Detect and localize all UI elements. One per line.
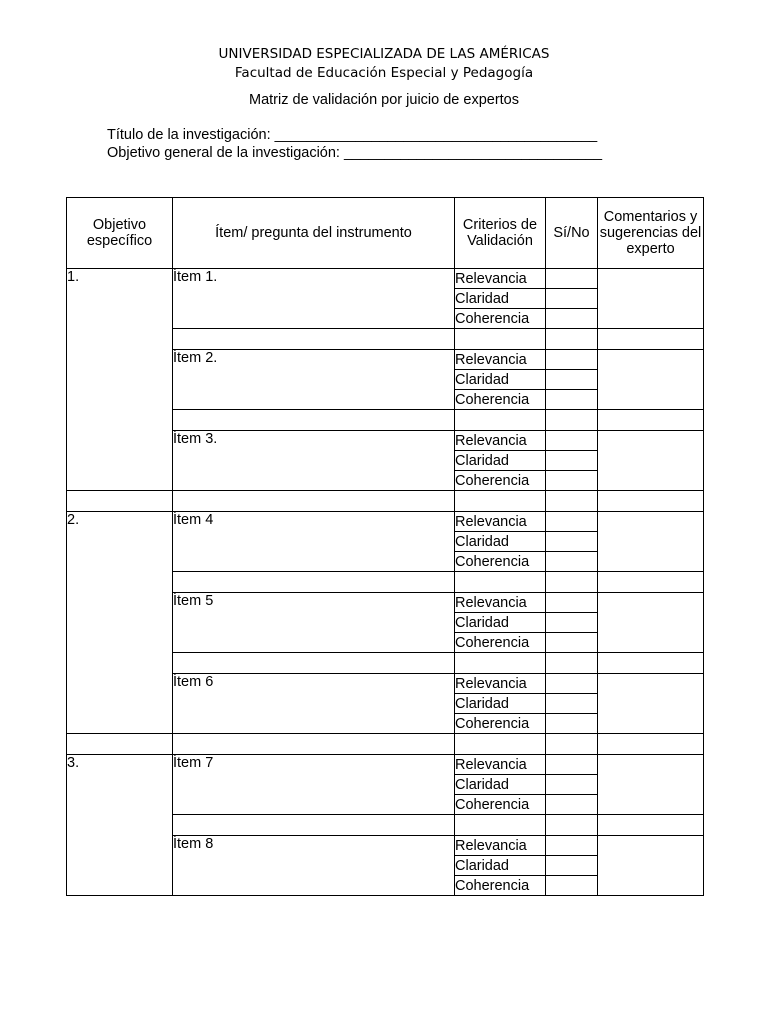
item-label: Ítem 6 [173,674,455,734]
empty-cell [598,653,704,674]
header-criteria: Criterios de Validación [455,198,546,269]
yes-no-cell[interactable] [546,269,598,289]
header-objective: Objetivo específico [67,198,173,269]
yes-no-cell[interactable] [546,714,598,734]
yes-no-cell[interactable] [546,613,598,633]
empty-cell [598,491,704,512]
empty-cell [546,653,598,674]
document-title: Matriz de validación por juicio de expertos [249,92,519,108]
empty-cell [67,734,173,755]
item-label: Ítem 2. [173,350,455,410]
empty-cell [455,572,546,593]
comments-cell[interactable] [598,836,704,896]
criterion-label: Coherencia [455,795,546,815]
faculty-name: Facultad de Educación Especial y Pedagogía [234,65,534,81]
criterion-label: Coherencia [455,633,546,653]
empty-cell [598,734,704,755]
table-row [67,512,704,532]
criterion-label: Relevancia [455,674,546,694]
empty-cell [173,572,455,593]
empty-cell [455,410,546,431]
research-title-field[interactable]: Título de la investigación: ________________________________________ [107,127,598,143]
header-comments: Comentarios y sugerencias del experto [598,198,704,269]
criterion-label: Relevancia [455,593,546,613]
empty-cell [546,815,598,836]
criterion-label: Claridad [455,775,546,795]
yes-no-cell[interactable] [546,451,598,471]
yes-no-cell[interactable] [546,836,598,856]
yes-no-cell[interactable] [546,350,598,370]
comments-cell[interactable] [598,674,704,734]
table-row [67,269,704,289]
empty-cell [455,491,546,512]
empty-cell [546,410,598,431]
item-label: Ítem 5 [173,593,455,653]
yes-no-cell[interactable] [546,633,598,653]
empty-cell [598,329,704,350]
yes-no-cell[interactable] [546,390,598,410]
item-label: Ítem 8 [173,836,455,896]
empty-cell [546,491,598,512]
yes-no-cell[interactable] [546,876,598,896]
comments-cell[interactable] [598,350,704,410]
yes-no-cell[interactable] [546,532,598,552]
yes-no-cell[interactable] [546,431,598,451]
empty-cell [546,329,598,350]
empty-cell [173,815,455,836]
comments-cell[interactable] [598,755,704,815]
criterion-label: Coherencia [455,471,546,491]
objective-label: 1. [67,269,173,491]
item-label: Ítem 3. [173,431,455,491]
criterion-label: Claridad [455,289,546,309]
criterion-label: Claridad [455,694,546,714]
empty-cell [546,734,598,755]
yes-no-cell[interactable] [546,856,598,876]
objective-label: 3. [67,755,173,896]
comments-cell[interactable] [598,593,704,653]
yes-no-cell[interactable] [546,593,598,613]
yes-no-cell[interactable] [546,755,598,775]
criterion-label: Relevancia [455,755,546,775]
criterion-label: Claridad [455,451,546,471]
yes-no-cell[interactable] [546,289,598,309]
comments-cell[interactable] [598,269,704,329]
item-label: Ítem 7 [173,755,455,815]
empty-cell [455,734,546,755]
item-label: Ítem 1. [173,269,455,329]
empty-cell [173,329,455,350]
criterion-label: Claridad [455,856,546,876]
yes-no-cell[interactable] [546,471,598,491]
header-yes-no: Sí/No [546,198,598,269]
item-label: Ítem 4 [173,512,455,572]
yes-no-cell[interactable] [546,552,598,572]
yes-no-cell[interactable] [546,795,598,815]
empty-cell [455,815,546,836]
yes-no-cell[interactable] [546,775,598,795]
yes-no-cell[interactable] [546,370,598,390]
criterion-label: Claridad [455,370,546,390]
empty-cell [67,491,173,512]
table-row [67,755,704,775]
criterion-label: Coherencia [455,714,546,734]
criterion-label: Relevancia [455,512,546,532]
empty-cell [598,572,704,593]
general-objective-field[interactable]: Objetivo general de la investigación: ________________________________ [107,145,603,161]
table-header-row [67,198,704,269]
comments-cell[interactable] [598,512,704,572]
empty-cell [173,734,455,755]
criterion-label: Claridad [455,532,546,552]
yes-no-cell[interactable] [546,512,598,532]
criterion-label: Claridad [455,613,546,633]
yes-no-cell[interactable] [546,674,598,694]
empty-cell [598,815,704,836]
empty-cell [173,410,455,431]
criterion-label: Coherencia [455,552,546,572]
comments-cell[interactable] [598,431,704,491]
criterion-label: Coherencia [455,390,546,410]
university-name: UNIVERSIDAD ESPECIALIZADA DE LAS AMÉRICAS [218,46,550,62]
empty-cell [173,491,455,512]
header-item: Ítem/ pregunta del instrumento [173,198,455,269]
yes-no-cell[interactable] [546,309,598,329]
criterion-label: Relevancia [455,269,546,289]
validation-matrix-table [66,197,704,896]
empty-cell [546,572,598,593]
criterion-label: Relevancia [455,431,546,451]
yes-no-cell[interactable] [546,694,598,714]
empty-cell [173,653,455,674]
empty-cell [598,410,704,431]
separator-row [67,491,704,512]
criterion-label: Relevancia [455,350,546,370]
empty-cell [455,653,546,674]
empty-cell [455,329,546,350]
separator-row [67,734,704,755]
criterion-label: Coherencia [455,309,546,329]
objective-label: 2. [67,512,173,734]
criterion-label: Coherencia [455,876,546,896]
criterion-label: Relevancia [455,836,546,856]
